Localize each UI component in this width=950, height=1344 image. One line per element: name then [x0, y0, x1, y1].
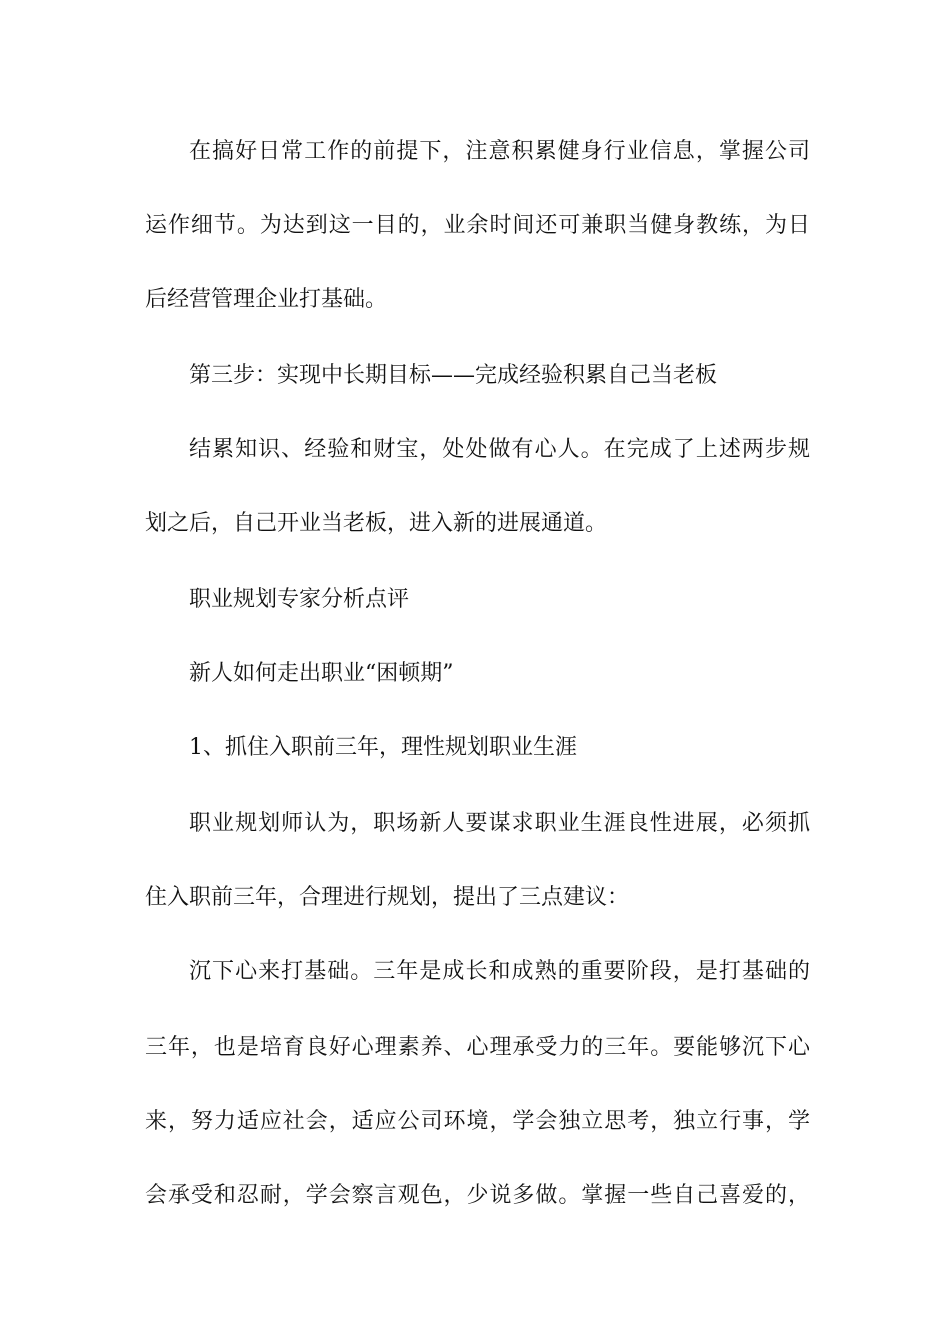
paragraph-line: 在搞好日常工作的前提下，注意积累健身行业信息，掌握公司: [189, 139, 810, 164]
paragraph-line: 三年，也是培育良好心理素养、心理承受力的三年。要能够沉下心: [145, 1035, 810, 1060]
step-heading: 第三步：实现中长期目标——完成经验积累自己当老板: [189, 363, 718, 388]
section-heading: 职业规划专家分析点评: [189, 587, 410, 612]
paragraph-line: 沉下心来打基础。三年是成长和成熟的重要阶段，是打基础的: [189, 959, 810, 984]
paragraph-line: 运作细节。为达到这一目的，业余时间还可兼职当健身教练，为日: [145, 213, 810, 238]
paragraph-line: 住入职前三年，合理进行规划，提出了三点建议：: [145, 885, 630, 910]
paragraph-line: 来，努力适应社会，适应公司环境，学会独立思考，独立行事，学: [145, 1109, 810, 1134]
paragraph-line: 后经营管理企业打基础。: [145, 287, 388, 312]
paragraph-line: 划之后，自己开业当老板，进入新的进展通道。: [145, 511, 608, 536]
paragraph-line: 结累知识、经验和财宝，处处做有心人。在完成了上述两步规: [189, 437, 810, 462]
section-heading: 新人如何走出职业“困顿期”: [189, 661, 454, 686]
paragraph-line: 职业规划师认为，职场新人要谋求职业生涯良性进展，必须抓: [189, 811, 810, 836]
paragraph-line: 会承受和忍耐，学会察言观色，少说多做。掌握一些自己喜爱的，: [145, 1183, 810, 1208]
list-item-heading: 1、抓住入职前三年，理性规划职业生涯: [189, 735, 577, 760]
